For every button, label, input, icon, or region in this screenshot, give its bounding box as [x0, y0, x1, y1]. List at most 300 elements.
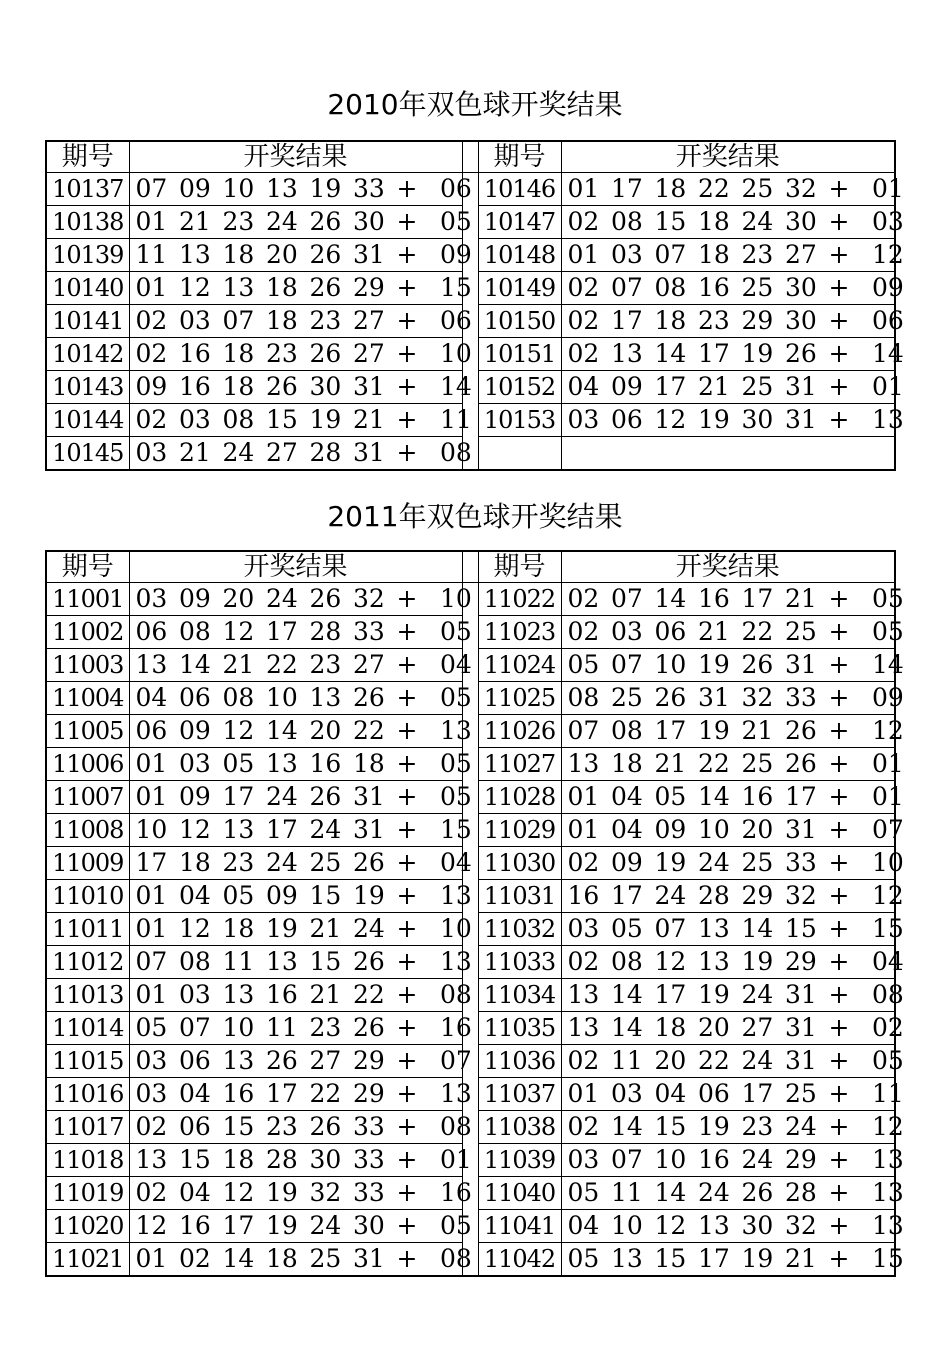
table-row	[46, 305, 895, 338]
result-cell	[561, 1177, 904, 1210]
draw-number: 02	[567, 273, 600, 302]
draw-number: 12	[179, 914, 211, 943]
period-cell: 11021	[46, 1243, 129, 1277]
draw-number: 05	[440, 207, 472, 236]
period-cell: 11034	[478, 979, 561, 1012]
draw-number: 24	[266, 584, 298, 613]
draw-number: 15	[654, 1112, 687, 1141]
draw-number: 31	[785, 650, 817, 679]
draw-number: 09	[654, 815, 687, 844]
period-cell: 11009	[46, 847, 129, 880]
draw-number: 06	[872, 306, 904, 335]
table-row	[46, 583, 895, 616]
period-cell: 11006	[46, 748, 129, 781]
draw-number: 07	[872, 815, 904, 844]
draw-number: 10	[654, 1145, 687, 1174]
draw-number: 32	[309, 1178, 342, 1207]
draw-number: 01	[567, 782, 600, 811]
draw-number: 25	[309, 1244, 342, 1273]
draw-number: 12	[222, 1178, 255, 1207]
draw-number: 23	[266, 339, 298, 368]
draw-number: 24	[309, 1211, 342, 1240]
draw-number: +	[828, 372, 850, 401]
draw-number: 19	[309, 174, 342, 203]
draw-number: 26	[309, 207, 342, 236]
draw-number: 26	[785, 749, 817, 778]
draw-number: 18	[266, 273, 298, 302]
draw-number: 30	[741, 405, 774, 434]
draw-number: 13	[222, 1046, 255, 1075]
draw-number: 01	[872, 782, 904, 811]
period-cell: 11041	[478, 1210, 561, 1243]
draw-number: 01	[872, 749, 904, 778]
draw-number: 19	[309, 405, 342, 434]
period-cell: 11005	[46, 715, 129, 748]
draw-number: 06	[179, 1046, 211, 1075]
draw-number: 16	[698, 1145, 730, 1174]
column-gap	[462, 551, 478, 583]
period-cell: 11013	[46, 979, 129, 1012]
draw-number: 18	[654, 174, 687, 203]
draw-number: 21	[785, 1244, 817, 1273]
draw-number: 06	[654, 617, 687, 646]
draw-number: 23	[309, 1013, 342, 1042]
draw-number: +	[396, 1145, 418, 1174]
section-title-2011: 2011年双色球开奖结果	[327, 500, 623, 533]
draw-number: 26	[309, 1112, 342, 1141]
period-header: 期号	[46, 141, 129, 173]
table-row	[46, 1210, 895, 1243]
draw-number: 01	[872, 174, 904, 203]
draw-number: 21	[654, 749, 687, 778]
draw-number: 04	[179, 881, 211, 910]
draw-number: +	[396, 848, 418, 877]
draw-number: 17	[266, 815, 298, 844]
draw-number: 03	[567, 405, 600, 434]
result-header: 开奖结果	[129, 551, 462, 583]
period-cell: 11015	[46, 1045, 129, 1078]
draw-number: 25	[741, 372, 774, 401]
draw-number: +	[828, 584, 850, 613]
table-row	[46, 371, 895, 404]
draw-number: 17	[698, 339, 730, 368]
draw-number: +	[828, 947, 850, 976]
draw-number: 21	[698, 617, 730, 646]
draw-number: 27	[353, 339, 385, 368]
draw-number: 21	[309, 980, 342, 1009]
draw-number: 05	[222, 881, 255, 910]
draw-number: +	[828, 782, 850, 811]
result-cell	[561, 1045, 904, 1078]
draw-number: 13	[872, 1211, 904, 1240]
result-cell	[561, 946, 904, 979]
draw-number: 04	[654, 1079, 687, 1108]
draw-number: 02	[567, 1112, 600, 1141]
draw-number: 33	[353, 617, 385, 646]
draw-number: 09	[872, 683, 904, 712]
draw-number: 02	[567, 584, 600, 613]
draw-number: 12	[179, 273, 211, 302]
draw-number: 12	[872, 716, 904, 745]
period-cell: 10146	[478, 173, 561, 206]
draw-number: 05	[872, 584, 904, 613]
draw-number: 27	[309, 1046, 342, 1075]
draw-number: 23	[698, 306, 730, 335]
result-cell	[129, 338, 472, 371]
draw-number: 27	[266, 438, 298, 467]
draw-number: 27	[353, 650, 385, 679]
period-cell: 11001	[46, 583, 129, 616]
draw-number: 17	[698, 1244, 730, 1273]
period-cell: 10149	[478, 272, 561, 305]
draw-number: 02	[872, 1013, 904, 1042]
draw-number: 12	[222, 716, 255, 745]
draw-number: 03	[611, 617, 643, 646]
draw-number: 16	[741, 782, 774, 811]
table-row	[46, 1045, 895, 1078]
draw-number: 18	[654, 1013, 687, 1042]
draw-number: +	[828, 683, 850, 712]
draw-number: 08	[611, 947, 643, 976]
draw-number: 12	[654, 947, 687, 976]
draw-number: 27	[741, 1013, 774, 1042]
draw-number: 13	[698, 914, 730, 943]
result-cell	[129, 1243, 472, 1277]
draw-number: 11	[135, 240, 168, 269]
draw-number: 07	[135, 947, 168, 976]
draw-number: 01	[567, 240, 600, 269]
draw-number: 22	[698, 1046, 730, 1075]
draw-number: 14	[654, 339, 687, 368]
draw-number: 17	[135, 848, 168, 877]
draw-number: 06	[440, 174, 472, 203]
draw-number: 09	[135, 372, 168, 401]
draw-number: 14	[654, 1178, 687, 1207]
draw-number: 30	[785, 207, 817, 236]
draw-number: 15	[440, 273, 472, 302]
draw-number: +	[828, 617, 850, 646]
draw-number: 25	[741, 174, 774, 203]
period-cell: 11003	[46, 649, 129, 682]
draw-number: 25	[785, 1079, 817, 1108]
draw-number: +	[396, 650, 418, 679]
draw-number: 28	[309, 438, 342, 467]
draw-number: 01	[440, 1145, 472, 1174]
draw-number: +	[396, 306, 418, 335]
draw-number: +	[396, 749, 418, 778]
draw-number: 32	[741, 683, 774, 712]
draw-number: 21	[785, 584, 817, 613]
result-cell	[561, 847, 904, 880]
results-table-2010	[45, 140, 904, 471]
result-cell	[561, 206, 904, 239]
draw-number: 13	[611, 1244, 643, 1273]
draw-number: 17	[741, 584, 774, 613]
draw-number: 21	[179, 438, 211, 467]
draw-number: 32	[785, 1211, 817, 1240]
draw-number: +	[396, 815, 418, 844]
table-row	[46, 1177, 895, 1210]
draw-number: 11	[872, 1079, 904, 1108]
period-cell: 10152	[478, 371, 561, 404]
result-cell	[129, 239, 472, 272]
draw-number: 13	[135, 650, 168, 679]
result-cell	[561, 173, 904, 206]
draw-number: 32	[785, 881, 817, 910]
draw-number: 23	[222, 207, 255, 236]
draw-number: +	[396, 1112, 418, 1141]
draw-number: 16	[698, 584, 730, 613]
draw-number: +	[396, 1211, 418, 1240]
draw-number: +	[828, 1145, 850, 1174]
result-cell	[129, 616, 472, 649]
period-cell: 10138	[46, 206, 129, 239]
draw-number: 08	[222, 683, 255, 712]
result-cell	[129, 781, 472, 814]
draw-number: +	[828, 716, 850, 745]
draw-number: 33	[353, 1112, 385, 1141]
draw-number: +	[396, 782, 418, 811]
draw-number: 30	[741, 1211, 774, 1240]
draw-number: 19	[698, 650, 730, 679]
period-cell: 11002	[46, 616, 129, 649]
draw-number: 24	[309, 815, 342, 844]
period-cell: 11025	[478, 682, 561, 715]
draw-number: 29	[353, 273, 385, 302]
draw-number: 33	[353, 174, 385, 203]
draw-number: 31	[785, 815, 817, 844]
draw-number: 18	[222, 240, 255, 269]
period-cell: 11038	[478, 1111, 561, 1144]
result-cell	[561, 338, 904, 371]
draw-number: 13	[222, 815, 255, 844]
draw-number: 33	[785, 683, 817, 712]
draw-number: 28	[785, 1178, 817, 1207]
draw-number: +	[828, 339, 850, 368]
draw-number: 19	[698, 980, 730, 1009]
draw-number: +	[396, 1178, 418, 1207]
draw-number: 12	[222, 617, 255, 646]
period-cell: 11035	[478, 1012, 561, 1045]
result-cell	[129, 1177, 472, 1210]
draw-number: 05	[440, 1211, 472, 1240]
draw-number: 01	[135, 749, 168, 778]
period-cell: 10150	[478, 305, 561, 338]
draw-number: 18	[222, 372, 255, 401]
draw-number: 10	[654, 650, 687, 679]
draw-number: 09	[179, 716, 211, 745]
draw-number: 14	[698, 782, 730, 811]
draw-number: +	[396, 240, 418, 269]
period-cell: 11027	[478, 748, 561, 781]
result-cell	[561, 814, 904, 847]
draw-number: +	[828, 240, 850, 269]
table-row	[46, 206, 895, 239]
draw-number: 08	[611, 716, 643, 745]
draw-number: 16	[309, 749, 342, 778]
draw-number: 13	[135, 1145, 168, 1174]
draw-number: 20	[222, 584, 255, 613]
draw-number: 07	[135, 174, 168, 203]
draw-number: 08	[440, 438, 472, 467]
draw-number: 24	[698, 848, 730, 877]
draw-number: 09	[440, 240, 472, 269]
draw-number: 07	[179, 1013, 211, 1042]
draw-number: 09	[179, 782, 211, 811]
draw-number: 04	[135, 683, 168, 712]
draw-number: 02	[567, 848, 600, 877]
table-row	[46, 847, 895, 880]
draw-number: 13	[611, 339, 643, 368]
results-table-2011	[45, 550, 904, 1277]
draw-number: 12	[135, 1211, 168, 1240]
draw-number: 18	[179, 848, 211, 877]
draw-number: 14	[872, 339, 904, 368]
draw-number: 21	[741, 716, 774, 745]
draw-number: 26	[741, 650, 774, 679]
draw-number: 31	[785, 1013, 817, 1042]
draw-number: 11	[611, 1178, 643, 1207]
period-cell: 10148	[478, 239, 561, 272]
draw-number: 14	[611, 1013, 643, 1042]
period-cell: 10142	[46, 338, 129, 371]
draw-number: 30	[785, 306, 817, 335]
draw-number: 25	[309, 848, 342, 877]
draw-number: 33	[353, 1178, 385, 1207]
draw-number: +	[828, 1046, 850, 1075]
draw-number: +	[828, 650, 850, 679]
table-row	[46, 1078, 895, 1111]
period-cell: 11028	[478, 781, 561, 814]
draw-number: 23	[309, 306, 342, 335]
draw-number: 05	[654, 782, 687, 811]
draw-number: +	[396, 372, 418, 401]
draw-number: 31	[353, 815, 385, 844]
draw-number: 19	[353, 881, 385, 910]
draw-number: 33	[785, 848, 817, 877]
result-cell	[561, 913, 904, 946]
draw-number: 13	[440, 1079, 472, 1108]
result-cell	[561, 748, 904, 781]
draw-number: 16	[440, 1013, 472, 1042]
draw-number: 14	[611, 1112, 643, 1141]
draw-number: 09	[266, 881, 298, 910]
period-cell: 10147	[478, 206, 561, 239]
draw-number: 26	[309, 584, 342, 613]
draw-number: 06	[135, 617, 168, 646]
draw-number: 28	[309, 617, 342, 646]
draw-number: +	[396, 881, 418, 910]
draw-number: 25	[741, 273, 774, 302]
draw-number: 26	[353, 848, 385, 877]
draw-number: 24	[741, 980, 774, 1009]
draw-number: 26	[785, 716, 817, 745]
draw-number: 13	[266, 947, 298, 976]
draw-number: 18	[698, 240, 730, 269]
table-row	[46, 1243, 895, 1277]
draw-number: 08	[440, 1244, 472, 1273]
draw-number: 29	[353, 1079, 385, 1108]
draw-number: 14	[440, 372, 472, 401]
draw-number: 13	[872, 1145, 904, 1174]
draw-number: 26	[309, 339, 342, 368]
draw-number: +	[828, 273, 850, 302]
draw-number: 10	[440, 914, 472, 943]
draw-number: 01	[135, 1244, 168, 1273]
draw-number: +	[396, 617, 418, 646]
draw-number: 04	[611, 782, 643, 811]
result-header: 开奖结果	[561, 551, 895, 583]
table-row	[46, 1111, 895, 1144]
table-row	[46, 338, 895, 371]
draw-number: +	[396, 683, 418, 712]
draw-number: 17	[611, 306, 643, 335]
period-cell: 11039	[478, 1144, 561, 1177]
draw-number: 19	[741, 339, 774, 368]
draw-number: 03	[135, 1046, 168, 1075]
draw-number: 05	[567, 1244, 600, 1273]
draw-number: 17	[741, 1079, 774, 1108]
draw-number: +	[828, 207, 850, 236]
draw-number: 19	[266, 1211, 298, 1240]
draw-number: 26	[309, 782, 342, 811]
draw-number: 19	[266, 914, 298, 943]
draw-number: +	[828, 881, 850, 910]
draw-number: 22	[309, 1079, 342, 1108]
result-cell	[561, 1210, 904, 1243]
draw-number: +	[396, 174, 418, 203]
result-cell	[129, 979, 472, 1012]
draw-number: +	[396, 207, 418, 236]
period-cell: 11010	[46, 880, 129, 913]
draw-number: 10	[698, 815, 730, 844]
result-header: 开奖结果	[561, 141, 895, 173]
draw-number: 07	[567, 716, 600, 745]
draw-number: 25	[741, 749, 774, 778]
draw-number: 24	[266, 782, 298, 811]
draw-number: 11	[440, 405, 472, 434]
draw-number: 27	[353, 306, 385, 335]
result-cell	[561, 682, 904, 715]
draw-number: 04	[567, 1211, 600, 1240]
table-row	[46, 239, 895, 272]
draw-number: 03	[567, 914, 600, 943]
draw-number: 08	[440, 980, 472, 1009]
draw-number: 21	[222, 650, 255, 679]
draw-number: 02	[135, 339, 168, 368]
period-cell: 11032	[478, 913, 561, 946]
draw-number: 25	[611, 683, 643, 712]
draw-number: 05	[222, 749, 255, 778]
draw-number: 09	[872, 273, 904, 302]
period-header: 期号	[478, 141, 561, 173]
draw-number: 15	[872, 914, 904, 943]
draw-number: 18	[222, 1145, 255, 1174]
draw-number: 17	[654, 716, 687, 745]
result-cell	[561, 616, 904, 649]
result-cell	[129, 946, 472, 979]
draw-number: 05	[872, 1046, 904, 1075]
draw-number: +	[396, 1244, 418, 1273]
result-cell	[129, 1111, 472, 1144]
draw-number: 22	[353, 716, 385, 745]
period-cell: 11022	[478, 583, 561, 616]
draw-number: 12	[872, 1112, 904, 1141]
result-cell	[129, 814, 472, 847]
draw-number: 14	[179, 650, 211, 679]
draw-number: 22	[353, 980, 385, 1009]
period-cell: 10145	[46, 437, 129, 471]
